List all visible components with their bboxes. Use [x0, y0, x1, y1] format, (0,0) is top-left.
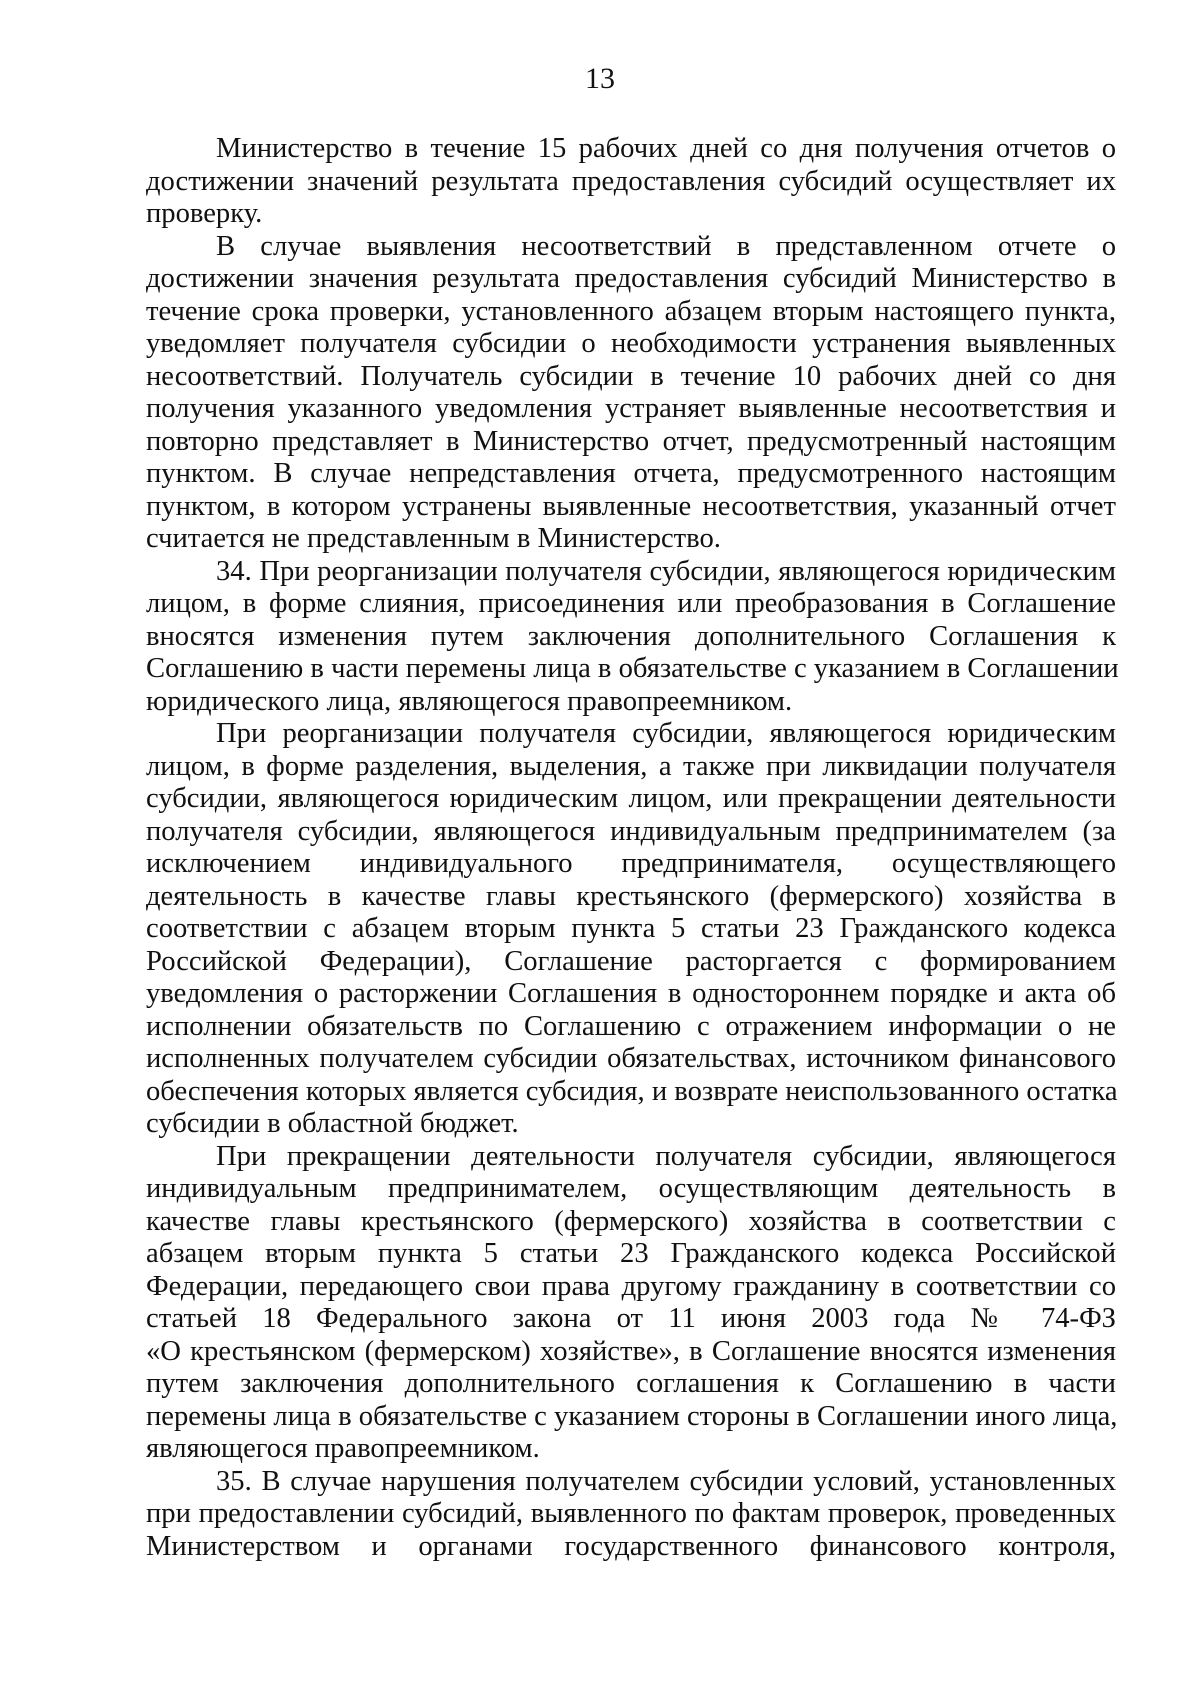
- line-text: юридического лица, являющегося правопреемником.: [146, 685, 793, 717]
- text-line: [146, 913, 1116, 946]
- text-line: [146, 1271, 1116, 1304]
- line-text: достижении значений результата предоставления субсидий осуществляет их: [146, 165, 1116, 197]
- line-text: при предоставлении субсидий, выявленного по фактам проверок, проведенных: [146, 1498, 1116, 1529]
- paragraph: [146, 1466, 1116, 1564]
- text-line: [146, 491, 1116, 524]
- text-line: [146, 1531, 1116, 1564]
- text-line: [146, 1336, 1116, 1369]
- text-line: [146, 1108, 1116, 1141]
- text-line: [146, 946, 1116, 979]
- line-text: статьей 18 Федерального закона от 11 июня 2003 года № 74-ФЗ: [146, 1303, 1116, 1334]
- paragraph: [146, 231, 1116, 556]
- text-line: [146, 1433, 1116, 1466]
- text-line: [146, 816, 1116, 849]
- line-text: индивидуальным предпринимателем, осуществляющим деятельность в: [146, 1173, 1116, 1204]
- line-text: пунктом. В случае непредставления отчета, предусмотренного настоящим: [146, 458, 1116, 489]
- page-number: 13: [585, 62, 615, 95]
- text-line: [146, 361, 1116, 394]
- text-line: [146, 263, 1116, 296]
- document-body: [146, 133, 1119, 1563]
- line-text: уведомления о расторжении Соглашения в одностороннем порядке и акта об: [146, 978, 1116, 1009]
- text-line: [146, 198, 1116, 231]
- text-line: [146, 458, 1116, 491]
- line-text: субсидии в областной бюджет.: [146, 1108, 519, 1139]
- text-line: [146, 1043, 1116, 1076]
- text-line: [146, 523, 1116, 556]
- line-text: абзацем вторым пункта 5 статьи 23 Гражданского кодекса Российской: [146, 1238, 1116, 1269]
- line-text: соответствии с абзацем вторым пункта 5 статьи 23 Гражданского кодекса: [146, 913, 1116, 944]
- text-line: [146, 556, 1116, 589]
- line-text: путем заключения дополнительного соглашения к Соглашению в части: [146, 1368, 1116, 1399]
- line-text: получателя субсидии, являющегося индивидуальным предпринимателем (за: [146, 815, 1116, 847]
- text-line: [146, 1401, 1116, 1434]
- line-text: исполнении обязательств по Соглашению с отражением информации о не: [146, 1010, 1116, 1042]
- line-text: вносятся изменения путем заключения дополнительного Соглашения к: [146, 620, 1116, 652]
- text-line: [146, 328, 1116, 361]
- text-line: [146, 621, 1116, 654]
- text-line: [146, 426, 1116, 459]
- line-text: течение срока проверки, установленного абзацем вторым настоящего пункта,: [146, 295, 1116, 327]
- text-line: [146, 1141, 1116, 1174]
- text-line: [146, 588, 1116, 621]
- line-text: 34. При реорганизации получателя субсидии, являющегося юридическим: [216, 555, 1116, 587]
- text-line: [146, 1076, 1116, 1109]
- text-line: [146, 1173, 1116, 1206]
- line-text: считается не представленным в Министерство.: [146, 523, 721, 554]
- line-text: исключением индивидуального предпринимателя, осуществляющего: [146, 848, 1116, 879]
- text-line: [146, 1368, 1116, 1401]
- text-line: [146, 653, 1119, 686]
- line-text: уведомляет получателя субсидии о необходимости устранения выявленных: [146, 328, 1116, 359]
- text-line: [146, 978, 1116, 1011]
- paragraph: [146, 555, 1119, 719]
- text-line: [146, 1206, 1116, 1239]
- paragraph: [146, 718, 1116, 1141]
- line-text: При прекращении деятельности получателя субсидии, являющегося: [216, 1140, 1116, 1172]
- paragraph: [146, 1141, 1116, 1466]
- text-line: [146, 296, 1116, 329]
- paragraph: [146, 133, 1116, 231]
- line-text: лицом, в форме слияния, присоединения или преобразования в Соглашение: [146, 588, 1116, 619]
- text-line: [146, 166, 1116, 199]
- line-text: повторно представляет в Министерство отчет, предусмотренный настоящим: [146, 425, 1116, 457]
- text-line: [146, 1466, 1116, 1499]
- text-line: [146, 751, 1116, 784]
- line-text: При реорганизации получателя субсидии, являющегося юридическим: [216, 718, 1116, 749]
- line-text: Министерство в течение 15 рабочих дней со дня получения отчетов о: [216, 133, 1116, 164]
- line-text: деятельность в качестве главы крестьянского (фермерского) хозяйства в: [146, 880, 1116, 912]
- line-text: качестве главы крестьянского (фермерского) хозяйства в соответствии с: [146, 1205, 1116, 1237]
- text-line: [146, 1498, 1116, 1531]
- line-text: перемены лица в обязательстве с указанием стороны в Соглашении иного лица,: [146, 1400, 1118, 1432]
- line-text: являющегося правопреемником.: [146, 1433, 540, 1464]
- text-line: [146, 783, 1116, 816]
- text-line: [146, 881, 1116, 914]
- line-text: проверку.: [146, 198, 263, 229]
- text-line: [146, 1011, 1116, 1044]
- text-line: [146, 848, 1116, 881]
- line-text: Российской Федерации), Соглашение расторгается с формированием: [146, 945, 1116, 977]
- text-line: [146, 133, 1116, 166]
- line-text: Министерством и органами государственного финансового контроля,: [146, 1530, 1116, 1562]
- line-text: лицом, в форме разделения, выделения, а также при ликвидации получателя: [146, 750, 1116, 782]
- line-text: пунктом, в котором устранены выявленные несоответствия, указанный отчет: [146, 490, 1116, 522]
- line-text: В случае выявления несоответствий в представленном отчете о: [216, 230, 1116, 262]
- line-text: получения указанного уведомления устраняет выявленные несоответствия и: [146, 393, 1116, 424]
- text-line: [146, 718, 1116, 751]
- text-line: [146, 393, 1116, 426]
- line-text: обеспечения которых является субсидия, и возврате неиспользованного остатка: [146, 1075, 1118, 1107]
- line-text: Федерации, передающего свои права другому гражданину в соответствии со: [146, 1270, 1116, 1302]
- line-text: несоответствий. Получатель субсидии в течение 10 рабочих дней со дня: [146, 360, 1116, 392]
- line-text: субсидии, являющегося юридическим лицом, или прекращении деятельности: [146, 783, 1116, 814]
- line-text: Соглашению в части перемены лица в обязательстве с указанием в Соглашении: [146, 653, 1119, 684]
- text-line: [146, 231, 1116, 264]
- text-line: [146, 1238, 1116, 1271]
- line-text: исполненных получателем субсидии обязательствах, источником финансового: [146, 1043, 1116, 1074]
- text-line: [146, 686, 1116, 719]
- line-text: «О крестьянском (фермерском) хозяйстве», в Соглашение вносятся изменения: [146, 1335, 1116, 1367]
- line-text: достижении значения результата предоставления субсидий Министерство в: [146, 263, 1116, 294]
- text-line: [146, 1303, 1116, 1336]
- line-text: 35. В случае нарушения получателем субсидии условий, установленных: [216, 1465, 1116, 1497]
